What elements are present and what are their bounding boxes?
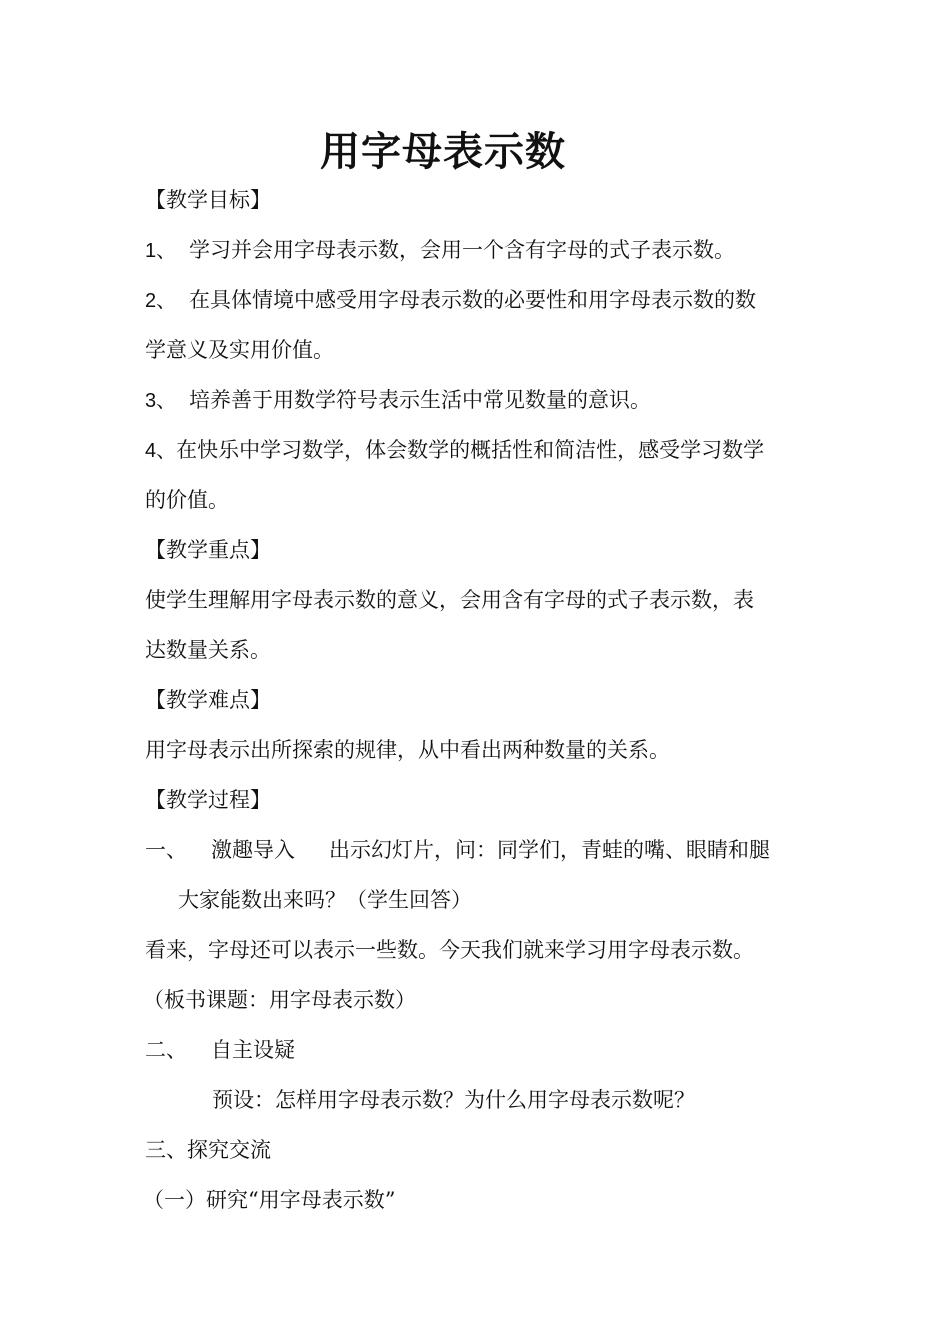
step-label: 自主设疑: [211, 1038, 295, 1062]
step-number: 一、: [145, 838, 187, 862]
objective-text: 培养善于用数学符号表示生活中常见数量的意识。: [189, 388, 651, 412]
objective-text: 在具体情境中感受用字母表示数的必要性和用字母表示数的数: [189, 288, 756, 312]
objective-item-2-continued: 学意义及实用价值。: [145, 338, 334, 362]
objective-text: 在快乐中学习数学，体会数学的概括性和简洁性，感受学习数学: [176, 438, 765, 462]
process-step-3-subsection-1: （一）研究“用字母表示数”: [143, 1188, 396, 1212]
key-points-heading: 【教学重点】: [145, 538, 271, 562]
objective-number: 4、: [145, 440, 177, 462]
difficulty-heading: 【教学难点】: [145, 688, 271, 712]
step-text: 出示幻灯片，问：同学们，青蛙的嘴、眼睛和腿: [329, 838, 770, 862]
process-heading: 【教学过程】: [145, 788, 271, 812]
objective-text: 学习并会用字母表示数，会用一个含有字母的式子表示数。: [189, 238, 735, 262]
key-points-text-continued: 达数量关系。: [145, 638, 271, 662]
objective-number: 1、: [145, 240, 177, 262]
step-number: 二、: [145, 1038, 187, 1062]
objective-number: 3、: [145, 390, 177, 412]
document-title: 用字母表示数: [320, 129, 566, 175]
board-title-note: （板书课题：用字母表示数）: [143, 988, 416, 1012]
objective-number: 2、: [145, 290, 177, 312]
process-step-1-followup: 看来，字母还可以表示一些数。今天我们就来学习用字母表示数。: [145, 938, 754, 962]
key-points-text: 使学生理解用字母表示数的意义，会用含有字母的式子表示数，表: [145, 588, 754, 612]
process-step-2-preset: 预设：怎样用字母表示数？为什么用字母表示数呢？: [212, 1088, 695, 1112]
step-label: 激趣导入: [211, 838, 295, 862]
objective-item-4-continued: 的价值。: [145, 488, 229, 512]
objective-item-3: [145, 385, 825, 416]
objective-item-4: [145, 435, 825, 466]
objective-item-1: [145, 235, 825, 266]
process-step-3: 三、探究交流: [145, 1138, 271, 1162]
difficulty-text: 用字母表示出所探索的规律，从中看出两种数量的关系。: [145, 738, 670, 762]
objectives-heading: 【教学目标】: [145, 188, 271, 212]
process-step-1-continued: 大家能数出来吗？（学生回答）: [178, 888, 472, 912]
objective-item-2: [145, 285, 825, 316]
process-step-1: [145, 835, 825, 865]
process-step-2: [145, 1035, 825, 1065]
